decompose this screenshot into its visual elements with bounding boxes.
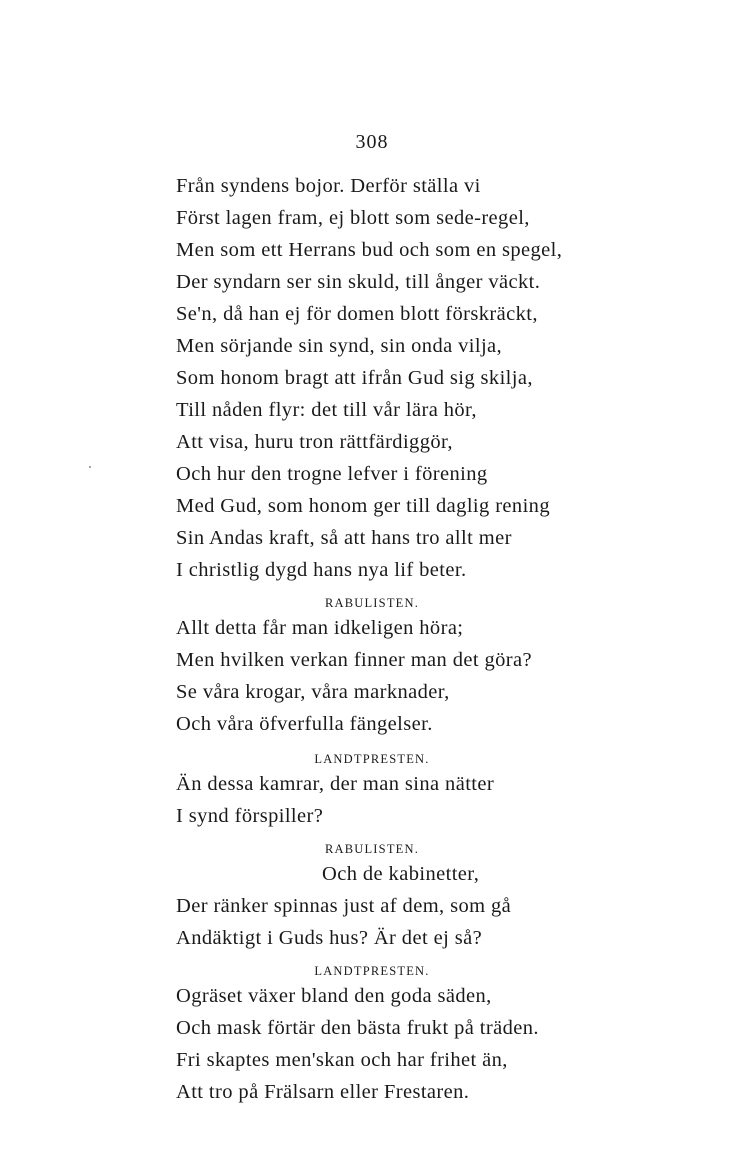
- verse-line: Der syndarn ser sin skuld, till ånger väckt.: [176, 271, 541, 293]
- paper-speck: [89, 466, 91, 468]
- verse-line: Med Gud, som honom ger till daglig rening: [176, 495, 550, 517]
- verse-line: I christlig dygd hans nya lif beter.: [176, 559, 467, 581]
- verse-line: Men sörjande sin synd, sin onda vilja,: [176, 335, 503, 357]
- verse-line: Och mask förtär den bästa frukt på träden.: [176, 1017, 539, 1039]
- verse-line: Allt detta får man idkeligen höra;: [176, 617, 464, 639]
- verse-line: Att visa, huru tron rättfärdiggör,: [176, 431, 453, 453]
- speaker-label: LANDTPRESTEN.: [314, 752, 430, 766]
- verse-line: Se'n, då han ej för domen blott förskräckt,: [176, 303, 538, 325]
- verse-line: Der ränker spinnas just af dem, som gå: [176, 895, 512, 917]
- speaker-label: RABULISTEN.: [324, 842, 420, 856]
- verse-line: I synd förspiller?: [176, 805, 324, 827]
- verse-line: Men som ett Herrans bud och som en spegel,: [176, 239, 563, 261]
- verse-line: Ogräset växer bland den goda säden,: [176, 985, 492, 1007]
- verse-line: Först lagen fram, ej blott som sede-regel,: [176, 207, 530, 229]
- speaker-label: RABULISTEN.: [324, 596, 420, 610]
- page-number: 308: [355, 131, 389, 153]
- verse-line: Till nåden flyr: det till vår lära hör,: [176, 399, 477, 421]
- verse-line: Att tro på Frälsarn eller Frestaren.: [176, 1081, 470, 1103]
- speaker-label: LANDTPRESTEN.: [314, 964, 430, 978]
- verse-line: Och de kabinetter,: [322, 863, 480, 885]
- verse-line: Fri skaptes men'skan och har frihet än,: [176, 1049, 508, 1071]
- verse-line: Sin Andas kraft, så att hans tro allt mer: [176, 527, 512, 549]
- verse-line: Som honom bragt att ifrån Gud sig skilja,: [176, 367, 533, 389]
- verse-line: Från syndens bojor. Derför ställa vi: [176, 175, 481, 197]
- verse-line: Än dessa kamrar, der man sina nätter: [176, 773, 495, 795]
- verse-line: Men hvilken verkan finner man det göra?: [176, 649, 533, 671]
- verse-line: Se våra krogar, våra marknader,: [176, 681, 450, 703]
- verse-line: Andäktigt i Guds hus? Är det ej så?: [176, 927, 483, 949]
- verse-line: Och våra öfverfulla fängelser.: [176, 713, 433, 735]
- verse-line: Och hur den trogne lefver i förening: [176, 463, 488, 485]
